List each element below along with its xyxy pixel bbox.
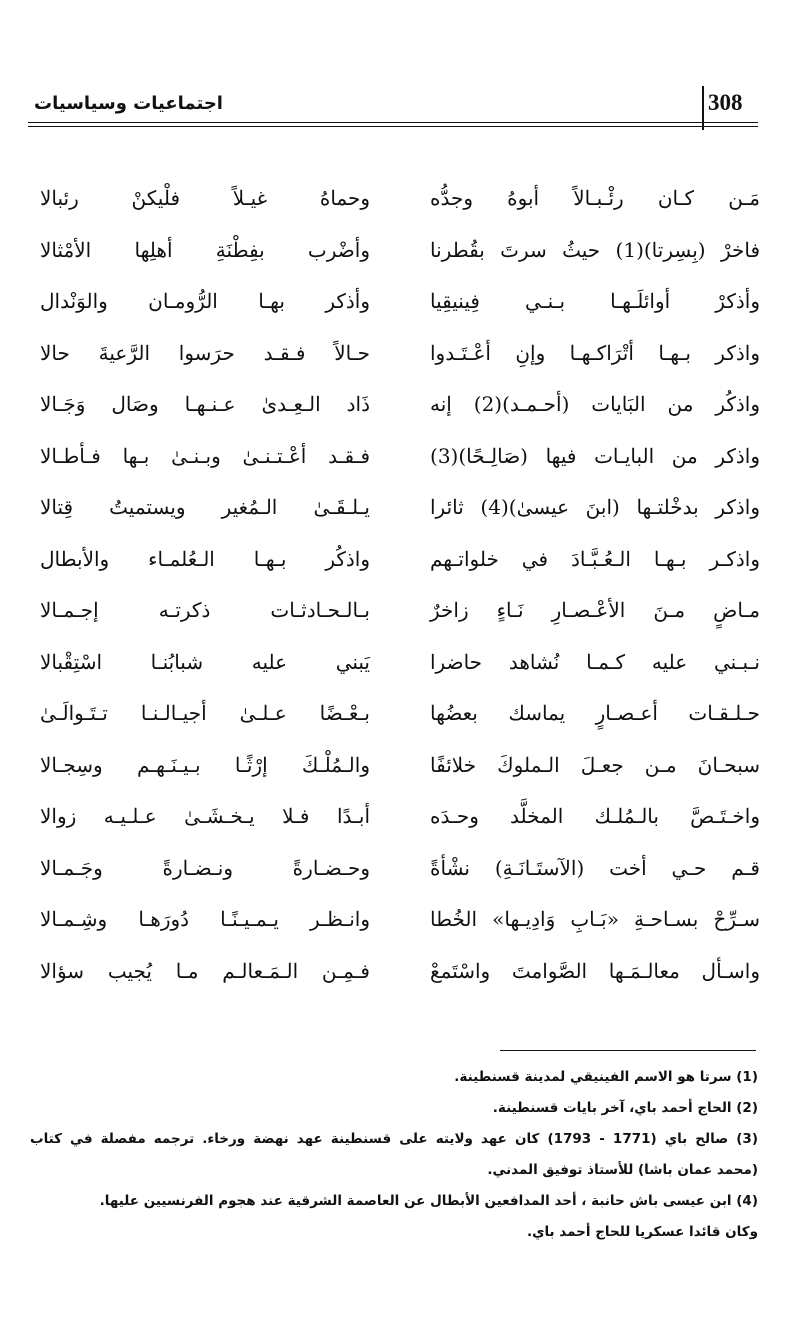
verse	[40, 640, 760, 692]
verse-second-hemistich: فـمِـن الـمَـعالـم مـا يُجيب سؤالا	[40, 958, 370, 983]
verse-second-hemistich: وأضْرب بفِطْنَةِ أهلِها الأمْثالا	[40, 237, 370, 262]
verse-first-hemistich: وأذكرْ أوائلَـهـا بـنـي فِينيقِيا	[430, 289, 760, 313]
verse	[40, 897, 760, 949]
verse-first-hemistich: واذكر من البايـات فيها (صَالِـحًا)(3)	[430, 443, 760, 468]
verse-first-hemistich: مـاضٍ مـنَ الأعْـصـارِ نَـاءٍ زاخرٌ	[430, 598, 760, 622]
verse	[40, 794, 760, 846]
verse-first-hemistich: فاخرْ (بِسِرتا)(1) حيثُ سرتَ بقُطرنا	[430, 237, 761, 262]
verse	[40, 382, 760, 434]
running-title: اجتماعيات وسياسيات	[34, 93, 223, 114]
verse-second-hemistich: حـالاً فـقـد حرَسوا الرَّعيةَ حالا	[40, 340, 370, 365]
verse-second-hemistich: بـالـحـادثـات ذكرتـه إجـمـالا	[40, 598, 370, 622]
verse	[40, 846, 760, 898]
verse-first-hemistich: واخـتَـصَّ بالـمُلـك المخلَّد وحـدَه	[430, 804, 760, 828]
verse-first-hemistich: قـم حـي أخت (الآستَـانَـةِ) نشْأةً	[430, 855, 760, 880]
verse-first-hemistich: سـرِّحْ بسـاحـةِ «بَـابِ وَادِيـها» الخُطا	[430, 907, 760, 931]
verse-second-hemistich: يـلـقَـىٰ الـمُغير ويستميتُ قِتالا	[40, 495, 370, 519]
verse	[40, 434, 760, 486]
verse-first-hemistich: حـلـقـات أعـصـارٍ يماسك بعضُها	[430, 701, 760, 725]
verse-first-hemistich: واذكر بدخْلتـها (ابنَ عيسىٰ)(4) ثائرا	[430, 495, 760, 519]
verse	[40, 949, 760, 1001]
footnote-continuation: وكان قائدا عسكريا للحاج أحمد باي.	[526, 1224, 758, 1240]
footnotes	[30, 1062, 758, 1248]
verse-second-hemistich: وأذكر بهـا الرُّومـان والوَنْدال	[40, 289, 370, 313]
verse-second-hemistich: يَبني عليه شبابُنـا اسْتِقْبالا	[40, 649, 370, 674]
verse-first-hemistich: سبحـانَ مـن جعـلَ الـملوكَ خلائفًا	[430, 752, 760, 777]
verse-first-hemistich: واسـأل معالـمَـها الصَّوامتَ واسْتَمعْ	[430, 958, 760, 983]
verse-second-hemistich: وحماهُ غيـلاً فلْيكنْ رئبالا	[40, 186, 370, 210]
footnote: (4) ابن عيسى باش حانبة ، أحد المدافعين الأبطال عن العاصمة الشرقية عند هجوم الفرنسيين عليها.	[99, 1193, 758, 1209]
footnote: (1) سرتا هو الاسم الفينيقي لمدينة قسنطينة.	[454, 1069, 758, 1085]
header-rule	[28, 122, 758, 123]
verse	[40, 743, 760, 795]
verse-second-hemistich: بـعْـضًا عـلـىٰ أجيـالـنـا تـتَـوالَـىٰ	[40, 701, 370, 725]
footnote-continuation: (محمد عمان باشا) للأستاذ توفيق المدني.	[487, 1162, 758, 1178]
footnote: (2) الحاج أحمد باي، آخر بايات قسنطينة.	[492, 1100, 758, 1116]
verse-second-hemistich: أبـدًا فـلا يـخـشَـىٰ عـلـيـه زوالا	[40, 804, 370, 828]
verse-second-hemistich: فـقـد أعْـتـنـىٰ وبـنـىٰ بـها فـأطـالا	[40, 443, 370, 468]
verse-second-hemistich: ذَاد الـعِـدىٰ عـنـهـا وصَال وَجَـالا	[40, 392, 370, 416]
page-header	[28, 88, 758, 126]
verse	[40, 588, 760, 640]
verse-first-hemistich: واذكُر من البَايات (أحـمـد)(2) إنه	[430, 392, 760, 416]
verse-first-hemistich: واذكـر بـهـا الـعُـبَّـادَ في خلواتـهم	[430, 546, 760, 571]
verse	[40, 691, 760, 743]
header-separator	[702, 86, 704, 130]
verse	[40, 176, 760, 228]
verse-second-hemistich: واذكُر بـهـا الـعُلمـاء والأبطال	[40, 546, 370, 571]
verse-second-hemistich: والـمُلْـكَ إرْثًـا بـيـنَـهـم وسِجـالا	[40, 752, 370, 777]
verse-first-hemistich: مَـن كـان رئْـبـالاً أبوهُ وجدُّه	[430, 186, 760, 210]
verse	[40, 485, 760, 537]
verse-first-hemistich: نـبـني عليه كـمـا نُشاهد حاضرا	[430, 649, 760, 674]
verse	[40, 537, 760, 589]
verse	[40, 279, 760, 331]
page-number: 308	[708, 90, 743, 115]
poem	[40, 176, 760, 1000]
verse-first-hemistich: واذكر بـهـا أتْرَاكـهـا وإنِ أعْـتَـدوا	[430, 340, 760, 365]
verse-second-hemistich: وحـضـارةً ونـضـارةً وجَـمـالا	[40, 855, 370, 880]
footnote: (3) صالح باي (1771 - 1793) كان عهد ولايته على قسنطينة عهد نهضة ورخاء. ترجمه مفصلة في كتاب	[30, 1131, 758, 1147]
header-rule-thin	[28, 126, 758, 127]
verse-second-hemistich: وانـظـر يـمـيـنًـا دُورَهـا وشِـمـالا	[40, 907, 370, 931]
verse	[40, 228, 760, 280]
verse	[40, 331, 760, 383]
footnote-separator	[500, 1050, 756, 1051]
